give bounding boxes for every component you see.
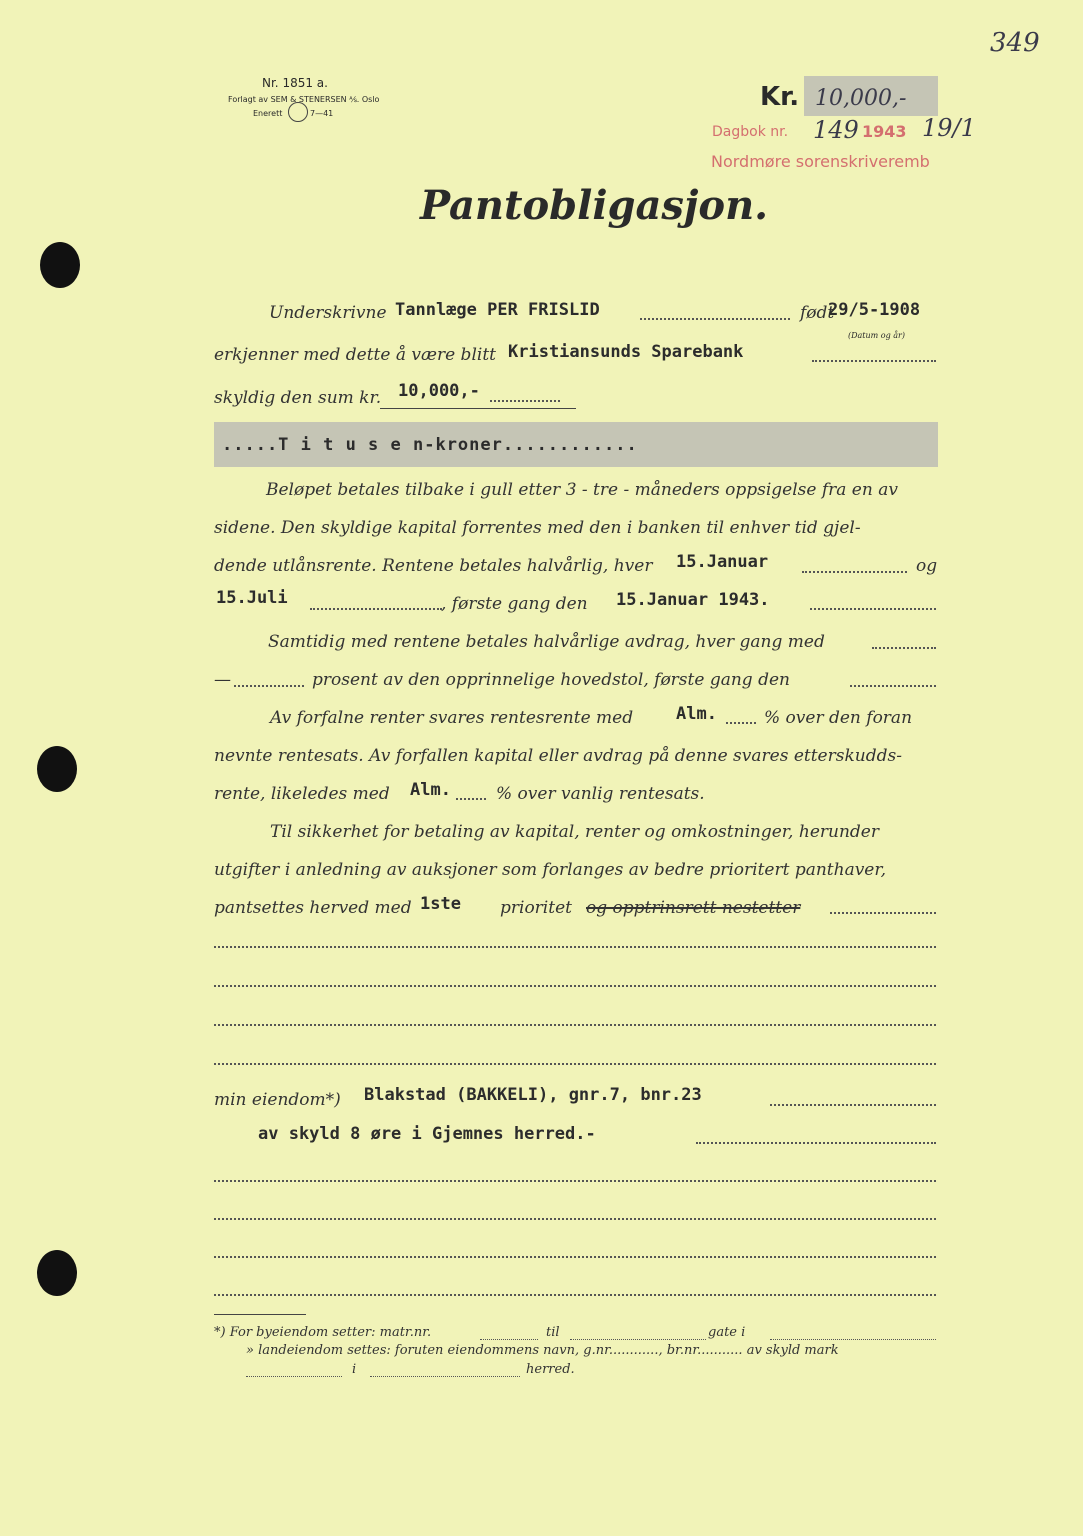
stamp-dagbok-label: Dagbok nr. [712,124,789,140]
paragraph-2-line-2: prosent av den opprinnelige hovedstol, første gang den [312,670,790,690]
footnote-rule [214,1314,306,1315]
punch-hole-middle [37,746,77,792]
property-label: min eiendom*) [214,1090,341,1110]
acknowledge-label: erkjenner med dette å være blitt [214,345,496,365]
footnote-line-3b: herred. [526,1362,575,1377]
sum-underline [380,408,576,409]
paragraph-4-line-2: utgifter i anledning av auksjoner som forlanges av bedre prioritert panthaver, [214,860,887,880]
sum-label: skyldig den sum kr. [214,388,382,408]
stamp-date: 19/1 [922,114,976,142]
creditor-value: Kristiansunds Sparebank [508,342,744,362]
publisher-logo [288,102,308,122]
footnote-line-2: » landeiendom settes: foruten eiendommens navn, g.nr............, br.nr........... av skyld mark [246,1343,839,1358]
overdue-capital-rate: Alm. [410,780,451,800]
page-number: 349 [990,28,1040,58]
undersigned-value: Tannlæge PER FRISLID [395,300,600,320]
paragraph-3-line-3-end: % over vanlig rentesats. [496,784,705,804]
property-line-1: Blakstad (BAKKELI), gnr.7, bnr.23 [364,1085,702,1105]
punch-hole-bottom [37,1250,77,1296]
footnote-line-3a: i [352,1362,357,1377]
born-hint: (Datum og år) [848,331,905,340]
priority-value: 1ste [420,894,461,914]
born-label: født [800,303,835,323]
amount-label: Kr. [760,82,800,112]
sum-words: .....T i t u s e n-kroner............ [222,435,638,455]
form-date: 7—41 [310,109,334,118]
born-value: 29/5-1908 [828,300,921,320]
overdue-interest-rate: Alm. [676,704,717,724]
punch-hole-top [40,242,80,288]
form-number: Nr. 1851 a. [262,76,328,90]
first-payment-date: 15.Januar 1943. [616,590,770,610]
stamp-dagbok-value: 149 [813,116,859,144]
paragraph-4-line-3: pantsettes herved med [214,898,412,918]
page-title: Pantobligasjon. [420,182,769,229]
paragraph-1-og: og [916,556,938,576]
stamp-office: Nordmøre sorenskriveremb [711,152,930,171]
paragraph-3-line-1: Av forfalne renter svares rentesrente med [270,708,634,728]
footnote-line-1a: *) For byeiendom setter: matr.nr. [214,1325,432,1340]
form-publisher: Forlagt av SEM & STENERSEN ⅍. Oslo [228,95,380,104]
footnote-line-1c: gate i [708,1325,746,1340]
paragraph-3-line-2: nevnte rentesats. Av forfallen kapital eller avdrag på denne svares etterskudds- [214,746,902,766]
paragraph-4-priority: prioritet [500,898,572,918]
property-line-2: av skyld 8 øre i Gjemnes herred.- [258,1124,596,1144]
interest-date-2: 15.Juli [216,588,288,608]
paragraph-4-line-1: Til sikkerhet for betaling av kapital, renter og omkostninger, herunder [270,822,879,842]
footnote-line-1b: til [546,1325,560,1340]
paragraph-1-line-4: , første gang den [441,594,588,614]
form-copyright: Enerett [253,109,283,118]
paragraph-3-line-3: rente, likeledes med [214,784,390,804]
paragraph-1-line-2: sidene. Den skyldige kapital forrentes med den i banken til enhver tid gjel- [214,518,861,538]
undersigned-label: Underskrivne [269,303,387,323]
sum-value: 10,000,- [398,381,480,401]
interest-date-1: 15.Januar [676,552,769,572]
paragraph-2-line-1: Samtidig med rentene betales halvårlige avdrag, hver gang med [268,632,825,652]
paragraph-1-line-1: Beløpet betales tilbake i gull etter 3 - tre - måneders oppsigelse fra en av [266,480,898,500]
stamp-year: 1943 [862,122,907,141]
paragraph-2-dash: — [214,670,231,690]
paragraph-1-line-3: dende utlånsrente. Rentene betales halvårlig, hver [214,556,653,576]
paragraph-4-struck-text: og opptrinsrett nestetter [586,898,801,918]
amount-value: 10,000,- [815,86,907,111]
paragraph-3-line-1-end: % over den foran [764,708,913,728]
